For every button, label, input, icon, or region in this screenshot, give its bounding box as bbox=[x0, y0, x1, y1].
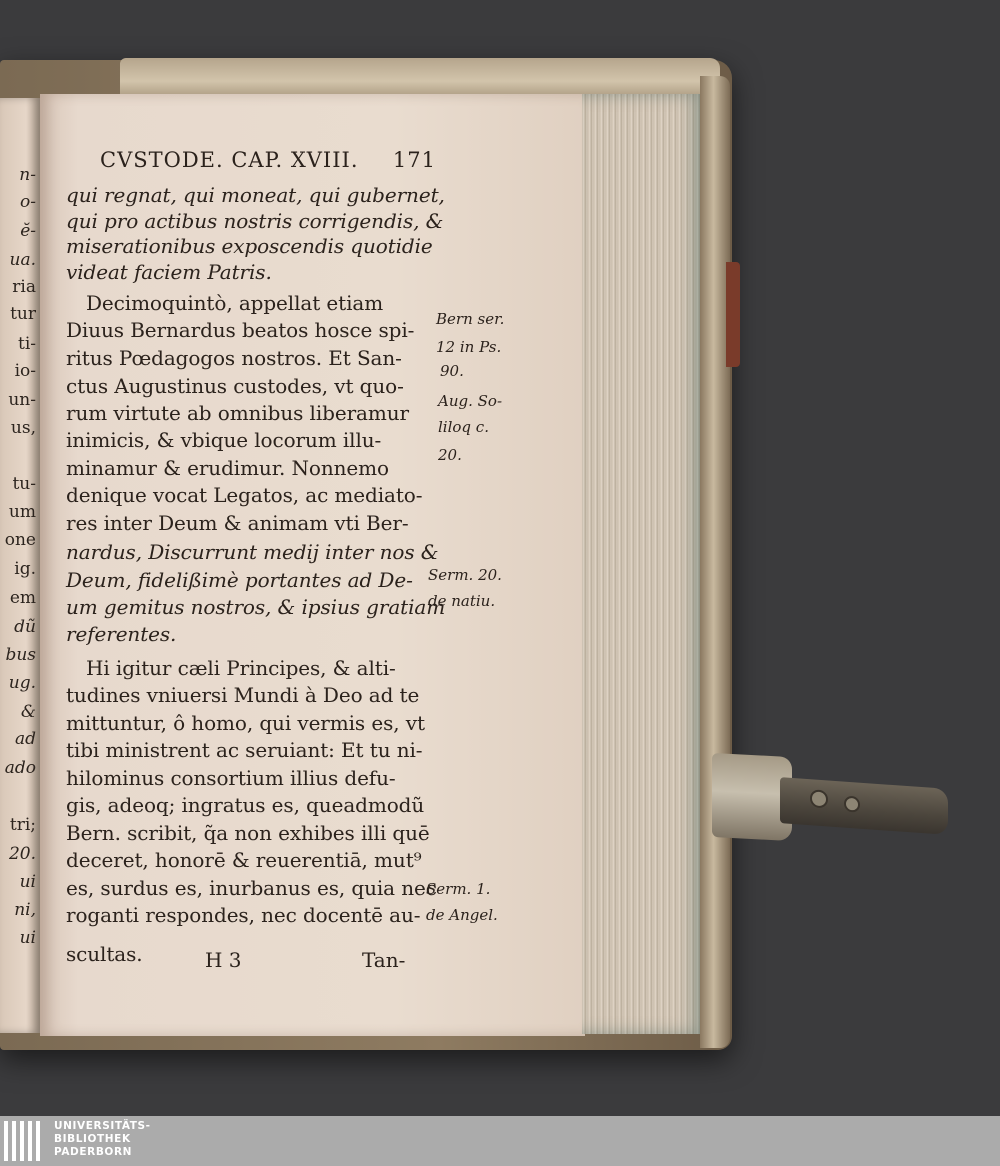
marginal-note: Aug. So- bbox=[438, 392, 503, 410]
left-page-fragment: 20. bbox=[8, 844, 36, 864]
logo-line: BIBLIOTHEK bbox=[54, 1133, 131, 1145]
left-page-fragment: o- bbox=[20, 192, 36, 212]
text-line: qui pro actibus nostris corrigendis, & bbox=[66, 209, 444, 233]
page-number: 171 bbox=[392, 148, 436, 172]
page-block-edge bbox=[582, 94, 704, 1034]
text-line: inimicis, & vbique locorum illu- bbox=[66, 428, 382, 452]
left-page-fragment: bus bbox=[5, 645, 36, 665]
text-line: referentes. bbox=[66, 622, 177, 646]
text-line: Diuus Bernardus beatos hosce spi- bbox=[66, 318, 415, 342]
text-line: Decimoquintò, appellat etiam bbox=[86, 291, 384, 315]
text-line: Deum, fidelißimè portantes ad De- bbox=[66, 568, 413, 592]
left-page-fragment: dũ bbox=[14, 617, 36, 637]
text-line: gis, adeoq; ingratus es, queadmodũ bbox=[66, 793, 425, 817]
left-page-fragment: tri; bbox=[9, 815, 36, 835]
leather-tab bbox=[726, 262, 740, 367]
left-page-fragment: ug. bbox=[8, 673, 36, 693]
text-line: nardus, Discurrunt medij inter nos & bbox=[66, 540, 439, 564]
text-line: mittuntur, ô homo, qui vermis es, vt bbox=[66, 711, 425, 735]
marginal-note: 90. bbox=[440, 362, 464, 380]
left-page-edge bbox=[0, 98, 40, 1033]
text-line: um gemitus nostros, & ipsius gratiam bbox=[66, 595, 446, 619]
text-line: deceret, honorē & reuerentiā, mut⁹ bbox=[66, 848, 422, 872]
library-footer bbox=[0, 1116, 1000, 1166]
rivet-icon bbox=[810, 789, 828, 808]
left-page-fragment: ria bbox=[12, 277, 36, 297]
text-line: scultas. bbox=[66, 942, 143, 966]
left-page-fragment: one bbox=[4, 530, 36, 550]
logo-line: PADERBORN bbox=[54, 1146, 133, 1158]
text-line: videat faciem Patris. bbox=[66, 260, 272, 284]
rivet-icon bbox=[844, 796, 860, 813]
marginal-note: Bern ser. bbox=[436, 310, 505, 328]
running-header bbox=[100, 148, 436, 172]
text-line: qui regnat, qui moneat, qui gubernet, bbox=[66, 183, 445, 207]
left-page-fragment: ui bbox=[19, 872, 36, 892]
marginal-note: 20. bbox=[438, 446, 462, 464]
left-page-fragment: ti- bbox=[17, 334, 36, 354]
text-line: es, surdus es, inurbanus es, quia nec bbox=[66, 876, 437, 900]
text-line: roganti respondes, nec docentē au- bbox=[66, 903, 421, 927]
text-line: hilominus consortium illius defu- bbox=[66, 766, 396, 790]
left-page-fragment: ua. bbox=[9, 250, 36, 270]
left-page-fragment: & bbox=[20, 702, 36, 722]
marginal-note: 12 in Ps. bbox=[436, 338, 502, 356]
left-page-fragment: io- bbox=[14, 361, 36, 381]
left-page-fragment: em bbox=[9, 588, 36, 608]
marginal-note: de Angel. bbox=[426, 906, 498, 924]
left-page-fragment: n- bbox=[19, 165, 36, 185]
left-page-fragment: ĕ- bbox=[20, 221, 36, 241]
text-line: denique vocat Legatos, ac mediato- bbox=[66, 483, 423, 507]
text-line: minamur & erudimur. Nonnemo bbox=[66, 456, 389, 480]
left-page-fragment: ui bbox=[19, 928, 36, 948]
left-page-fragment: ado bbox=[4, 758, 36, 778]
running-header-title: CVSTODE. CAP. XVIII. bbox=[100, 148, 359, 172]
left-page-fragment: ad bbox=[14, 729, 36, 749]
marginal-note: liloq c. bbox=[438, 418, 489, 436]
left-page-fragment: um bbox=[8, 502, 36, 522]
left-page-fragment: ni, bbox=[14, 900, 36, 920]
marginal-note: Serm. 20. bbox=[428, 566, 502, 584]
clasp-metal bbox=[780, 777, 948, 835]
left-page-fragment: un- bbox=[8, 390, 36, 410]
left-page-fragment: ig. bbox=[14, 559, 36, 579]
text-line: ritus Pœdagogos nostros. Et San- bbox=[66, 346, 402, 370]
text-line: res inter Deum & animam vti Ber- bbox=[66, 511, 409, 535]
marginal-note: Serm. 1. bbox=[426, 880, 491, 898]
text-line: rum virtute ab omnibus liberamur bbox=[66, 401, 409, 425]
logo-line: UNIVERSITÄTS- bbox=[54, 1120, 151, 1132]
left-page-fragment: us, bbox=[10, 418, 36, 438]
left-page-fragment: tur bbox=[10, 304, 36, 324]
left-page-fragment: tu- bbox=[12, 474, 36, 494]
signature-mark: H 3 bbox=[205, 948, 242, 972]
text-line: tudines vniuersi Mundi à Deo ad te bbox=[66, 683, 420, 707]
library-logo-icon bbox=[4, 1121, 44, 1161]
text-line: tibi ministrent ac seruiant: Et tu ni- bbox=[66, 738, 423, 762]
catchword: Tan- bbox=[362, 948, 406, 972]
text-line: miserationibus exposcendis quotidie bbox=[66, 234, 433, 258]
text-line: ctus Augustinus custodes, vt quo- bbox=[66, 374, 404, 398]
library-logo-text bbox=[54, 1120, 151, 1159]
text-line: Hi igitur cæli Principes, & alti- bbox=[86, 656, 396, 680]
cover-fore-edge bbox=[700, 76, 730, 1048]
marginal-note: de natiu. bbox=[428, 592, 496, 610]
text-line: Bern. scribit, q̃a non exhibes illi quē bbox=[66, 821, 430, 845]
